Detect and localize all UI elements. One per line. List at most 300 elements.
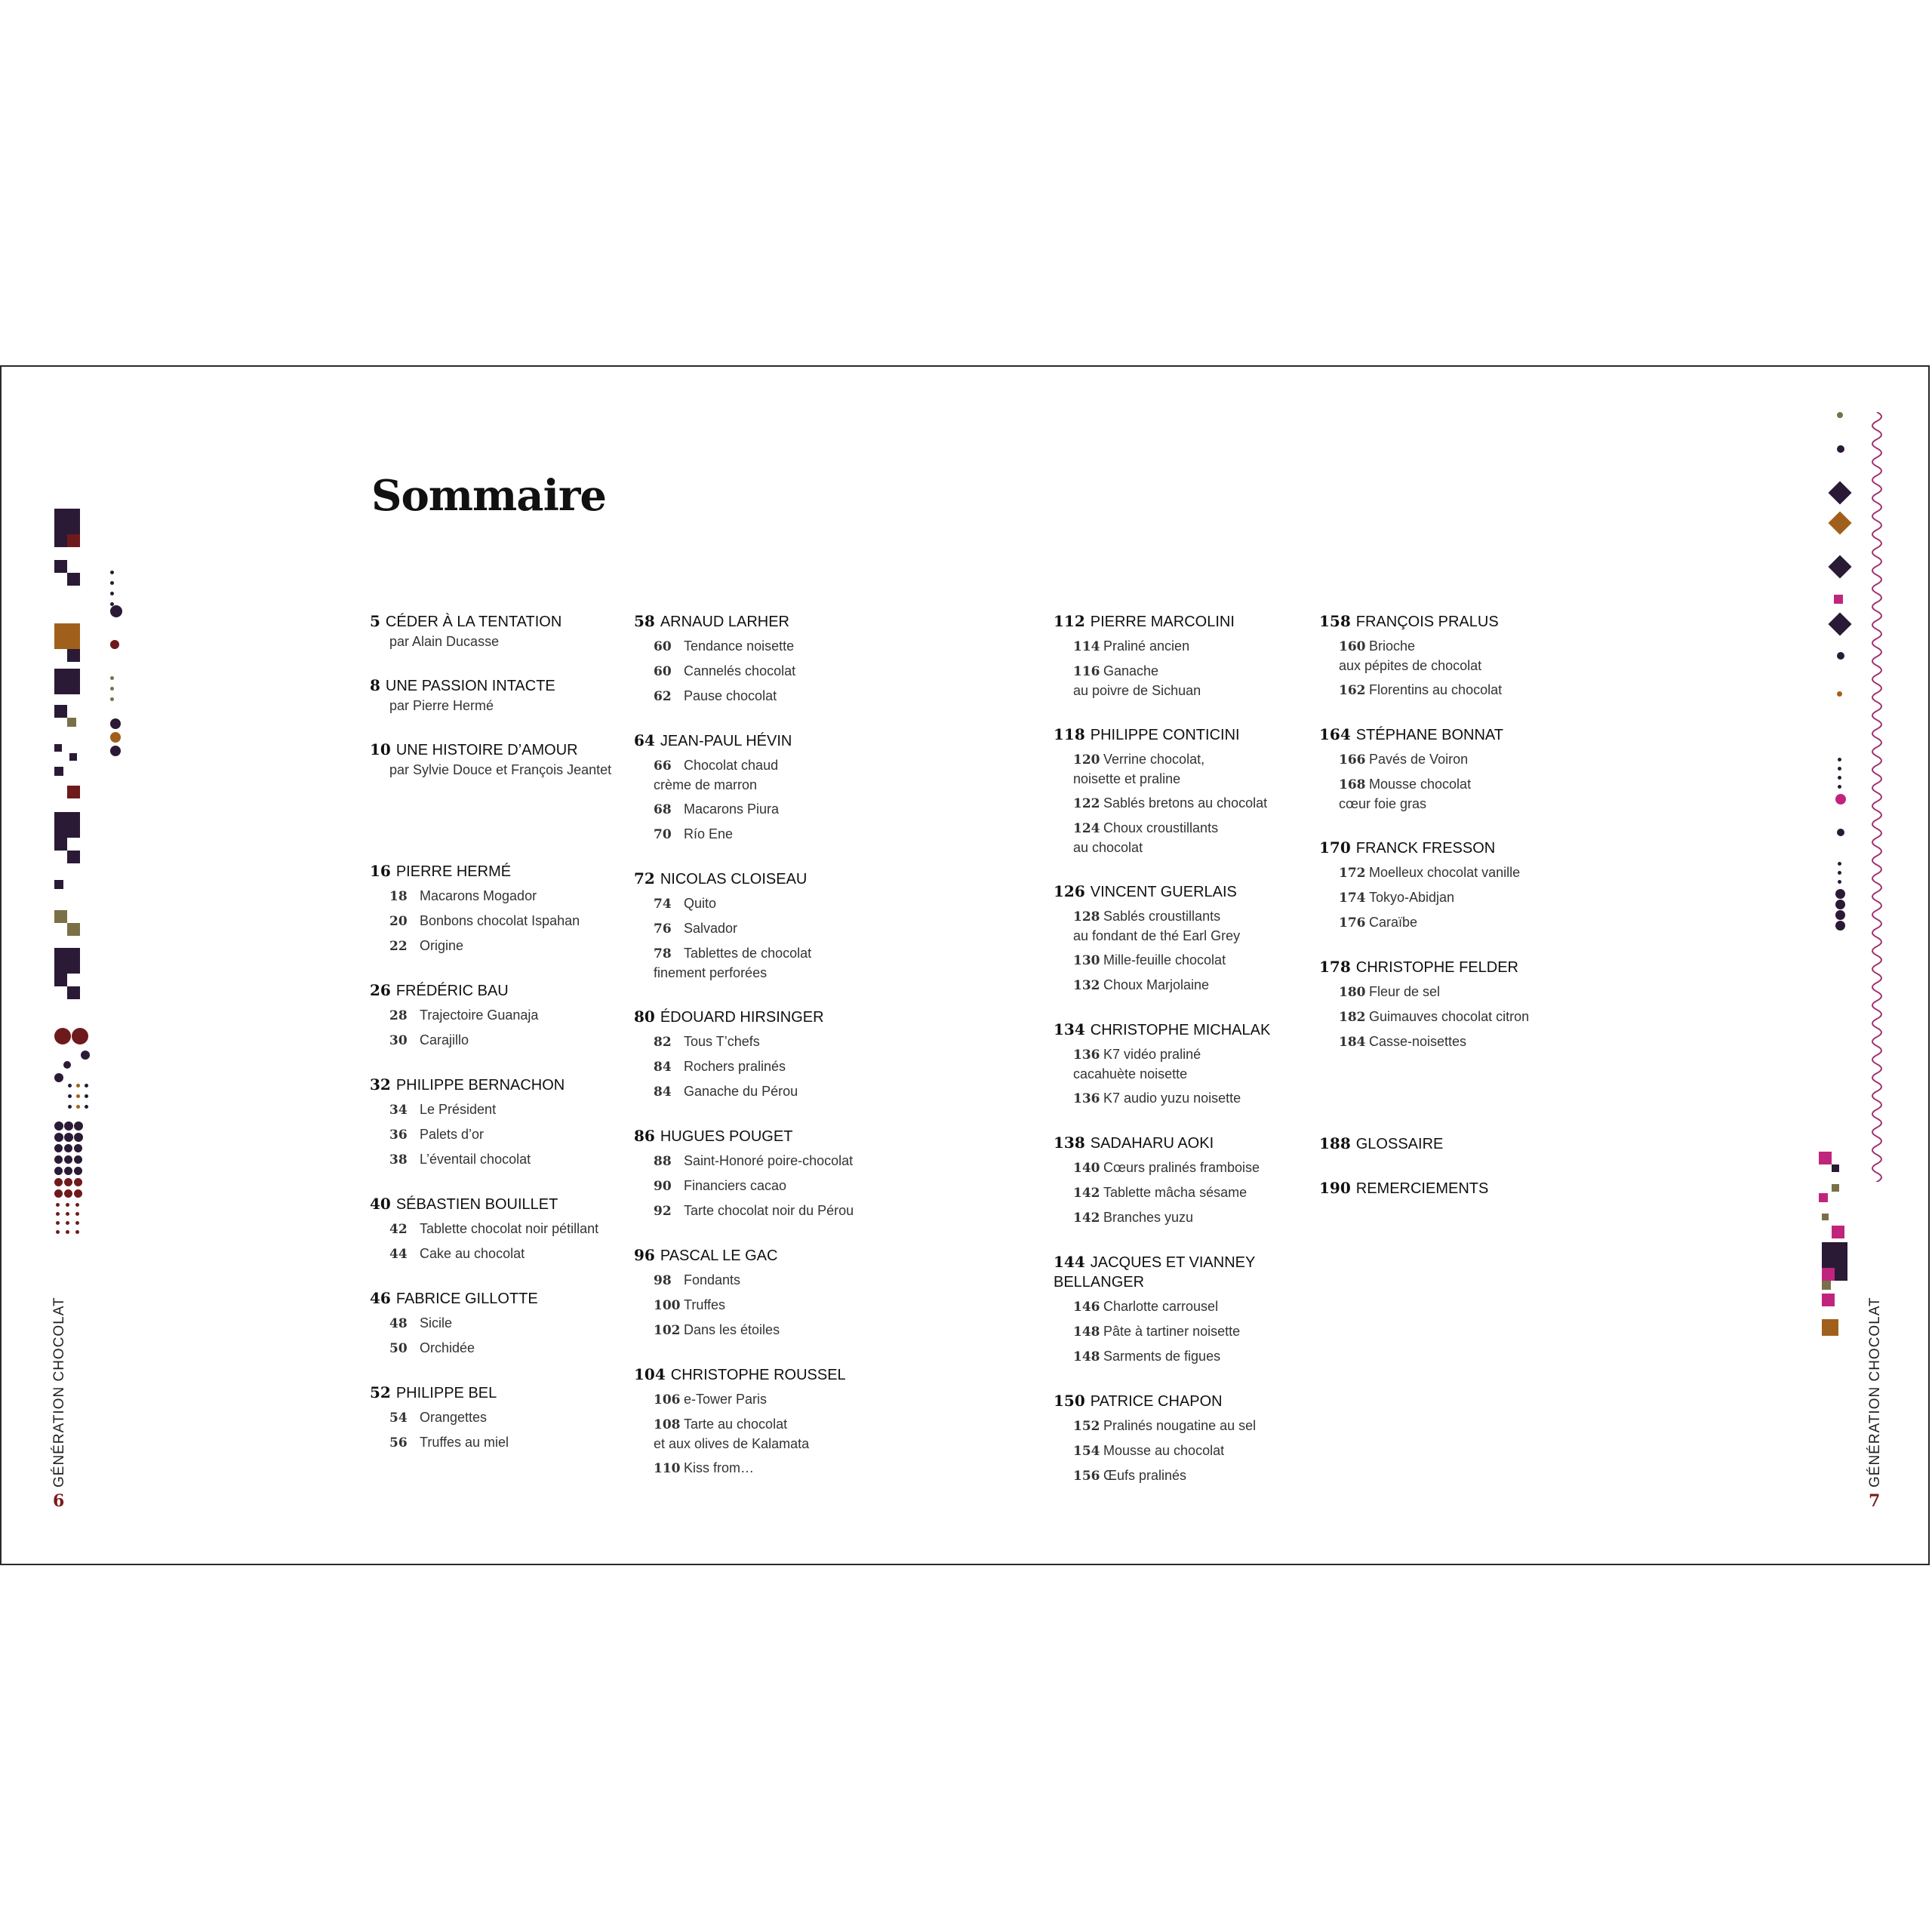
recipe-list [1319, 750, 1621, 814]
section-title: PIERRE HERMÉ [395, 863, 512, 880]
section-page-number: 96 [634, 1246, 655, 1264]
recipe-name: Tous T’chefs [684, 1034, 760, 1049]
decorative-square [1822, 1214, 1829, 1220]
decorative-dot [110, 592, 114, 595]
section-title: PHILIPPE BEL [395, 1385, 497, 1401]
recipe-item [1073, 662, 1310, 700]
recipe-page-number: 62 [654, 689, 672, 704]
decorative-dot [1838, 776, 1841, 780]
recipe-name: Pâte à tartiner noisette [1103, 1324, 1241, 1339]
recipe-list [1319, 637, 1621, 700]
section-title: CHRISTOPHE ROUSSEL [670, 1367, 846, 1383]
recipe-page-number: 78 [654, 946, 672, 961]
decorative-square [54, 812, 80, 838]
recipe-name: Casse-noisettes [1369, 1034, 1467, 1049]
decorative-dot [110, 687, 114, 691]
section-page-number: 164 [1319, 725, 1351, 743]
recipe-item [389, 1100, 626, 1120]
decorative-square [67, 923, 80, 936]
recipe-page-number: 106 [654, 1392, 681, 1407]
decorative-square [54, 705, 67, 718]
running-head-right: GÉNÉRATION CHOCOLAT [1867, 1297, 1883, 1487]
recipe-item [654, 1201, 891, 1221]
recipe-name: Sablés croustillants [1103, 909, 1221, 924]
decorative-dot [1838, 880, 1841, 884]
recipe-item [389, 1339, 626, 1358]
recipe-list [634, 637, 891, 706]
section-heading [634, 611, 891, 632]
recipe-item [389, 1220, 626, 1239]
recipe-item [654, 1082, 891, 1102]
decorative-dot [56, 1203, 60, 1207]
recipe-page-number: 154 [1073, 1444, 1100, 1459]
section-heading [634, 1126, 891, 1146]
section-heading [1319, 1178, 1621, 1198]
recipe-name: Cœurs pralinés framboise [1103, 1160, 1260, 1175]
toc-entry [634, 1126, 891, 1221]
decorative-square [69, 753, 77, 761]
recipe-item [1339, 1008, 1621, 1027]
decorative-dot [54, 1073, 63, 1082]
section-author: par Pierre Hermé [389, 698, 494, 713]
recipe-page-number: 132 [1073, 978, 1100, 993]
section-page-number: 58 [634, 612, 655, 630]
decorative-dot [64, 1133, 73, 1142]
toc-entry [634, 1245, 891, 1340]
recipe-item [389, 1408, 626, 1428]
decorative-square [1828, 612, 1851, 635]
recipe-page-number: 136 [1073, 1091, 1100, 1106]
recipe-item [1073, 1089, 1310, 1109]
recipe-page-number: 88 [654, 1154, 672, 1169]
section-title: FRANCK FRESSON [1355, 840, 1496, 857]
recipe-page-number: 152 [1073, 1419, 1100, 1434]
section-heading [1054, 1252, 1310, 1272]
section-title: HUGUES POUGET [660, 1128, 793, 1145]
recipe-page-number: 102 [654, 1323, 681, 1338]
section-page-number: 188 [1319, 1134, 1351, 1152]
decorative-dot [54, 1144, 63, 1152]
decorative-dot [54, 1121, 63, 1131]
decorative-dot [66, 1221, 69, 1225]
decorative-square [1819, 1152, 1832, 1164]
recipe-name: L’éventail chocolat [420, 1152, 531, 1167]
decorative-dot [1838, 758, 1841, 761]
recipe-page-number: 108 [654, 1417, 681, 1432]
decorative-dot [1835, 889, 1845, 899]
decorative-square [67, 718, 76, 727]
section-heading [634, 869, 891, 889]
decorative-square [54, 560, 67, 573]
recipe-list [370, 1220, 626, 1264]
toc-entry [1054, 1133, 1310, 1228]
recipe-page-number: 128 [1073, 909, 1100, 924]
page-number-left: 6 [53, 1491, 65, 1511]
recipe-list [634, 1032, 891, 1102]
recipe-item [1073, 750, 1310, 789]
toc-entry [1319, 1178, 1621, 1198]
decorative-dot [64, 1167, 72, 1175]
recipe-page-number: 54 [389, 1411, 408, 1426]
section-page-number: 72 [634, 869, 655, 888]
book-spread [0, 365, 1930, 1565]
recipe-page-number: 70 [654, 827, 672, 842]
recipe-item [1073, 1208, 1310, 1228]
section-page-number: 64 [634, 731, 655, 749]
section-title: PIERRE MARCOLINI [1090, 614, 1235, 630]
recipe-item [389, 937, 626, 956]
recipe-page-number: 148 [1073, 1349, 1100, 1364]
recipe-name: Orangettes [420, 1410, 488, 1425]
decorative-square [67, 534, 80, 547]
decorative-dot [74, 1155, 82, 1164]
recipe-page-number: 174 [1339, 891, 1366, 906]
recipe-page-number: 56 [389, 1435, 408, 1451]
recipe-item [1073, 1183, 1310, 1203]
recipe-name: Le Président [420, 1102, 497, 1117]
recipe-page-number: 76 [654, 921, 672, 937]
decorative-dot [110, 640, 119, 649]
recipe-page-number: 120 [1073, 752, 1100, 768]
recipe-item [1339, 1032, 1621, 1052]
decorative-dot [1835, 921, 1845, 931]
recipe-page-number: 60 [654, 639, 672, 654]
recipe-page-number: 142 [1073, 1186, 1100, 1201]
decorative-dot [1838, 871, 1841, 875]
decorative-dot [54, 1178, 63, 1186]
recipe-item [654, 1390, 891, 1410]
recipe-item [389, 1433, 626, 1453]
section-title: SÉBASTIEN BOUILLET [395, 1196, 558, 1213]
section-title: NICOLAS CLOISEAU [660, 871, 808, 888]
recipe-name: Palets d’or [420, 1127, 485, 1142]
recipe-item [654, 756, 891, 795]
decorative-dot [64, 1189, 72, 1198]
recipe-name-continued: aux pépites de chocolat [1339, 658, 1482, 673]
recipe-name: Sicile [420, 1315, 453, 1331]
decorative-wave-line [1866, 412, 1888, 1182]
recipe-list [370, 1006, 626, 1051]
toc-entry [1319, 1134, 1621, 1154]
decorative-square [1819, 1193, 1828, 1202]
decorative-square [1835, 1268, 1847, 1281]
recipe-item [654, 1032, 891, 1052]
decorative-dot [75, 1203, 79, 1207]
recipe-item [654, 800, 891, 820]
decorative-dot [1838, 785, 1841, 789]
recipe-list [370, 1100, 626, 1170]
toc-entry [1054, 1020, 1310, 1109]
decorative-dot [110, 732, 121, 743]
recipe-page-number: 100 [654, 1298, 681, 1313]
recipe-page-number: 18 [389, 889, 408, 904]
recipe-list [1054, 1297, 1310, 1367]
decorative-dot [110, 571, 114, 574]
decorative-dot [75, 1230, 79, 1234]
recipe-name-continued: et aux olives de Kalamata [654, 1436, 810, 1451]
recipe-item [1073, 1441, 1310, 1461]
toc-column-1 [370, 611, 626, 1477]
recipe-page-number: 92 [654, 1204, 672, 1219]
recipe-page-number: 142 [1073, 1211, 1100, 1226]
recipe-list [1054, 1417, 1310, 1486]
recipe-page-number: 44 [389, 1247, 408, 1262]
section-title: PHILIPPE CONTICINI [1090, 727, 1240, 743]
recipe-item [1073, 1322, 1310, 1342]
section-page-number: 32 [370, 1075, 391, 1094]
toc-entry [634, 611, 891, 706]
decorative-dot [1835, 900, 1845, 909]
recipe-page-number: 166 [1339, 752, 1366, 768]
section-title: VINCENT GUERLAIS [1090, 884, 1237, 900]
section-page-number: 10 [370, 740, 391, 758]
recipe-page-number: 98 [654, 1273, 672, 1288]
section-heading [370, 1383, 626, 1403]
decorative-dot [74, 1167, 82, 1175]
recipe-name: Œufs pralinés [1103, 1468, 1187, 1483]
recipe-item [1073, 1466, 1310, 1486]
recipe-name: Chocolat chaud [684, 758, 779, 773]
recipe-item [1073, 819, 1310, 857]
section-page-number: 104 [634, 1365, 666, 1383]
toc-entry [1054, 1391, 1310, 1486]
decorative-dot [1835, 910, 1845, 920]
recipe-name: Guimauves chocolat citron [1369, 1009, 1530, 1024]
recipe-page-number: 146 [1073, 1300, 1100, 1315]
section-heading [1054, 1391, 1310, 1411]
recipe-item [654, 919, 891, 939]
decorative-dot [1837, 652, 1844, 660]
decorative-dot [85, 1094, 88, 1098]
recipe-name: Tablettes de chocolat [684, 946, 812, 961]
decorative-dot [85, 1084, 88, 1088]
recipe-page-number: 168 [1339, 777, 1366, 792]
recipe-page-number: 182 [1339, 1010, 1366, 1025]
recipe-page-number: 124 [1073, 821, 1100, 836]
recipe-name: e-Tower Paris [684, 1392, 768, 1407]
section-page-number: 144 [1054, 1253, 1085, 1271]
recipe-name: Kiss from… [684, 1460, 755, 1475]
recipe-page-number: 48 [389, 1316, 408, 1331]
recipe-page-number: 110 [654, 1461, 681, 1476]
toc-entry [1319, 957, 1621, 1052]
recipe-list [1054, 907, 1310, 995]
decorative-square [1822, 1319, 1838, 1336]
decorative-dot [64, 1178, 72, 1186]
section-title: GLOSSAIRE [1355, 1136, 1444, 1152]
recipe-list [1054, 1045, 1310, 1109]
section-heading [1054, 1133, 1310, 1153]
decorative-square [1832, 1226, 1844, 1238]
recipe-page-number: 20 [389, 914, 408, 929]
section-page-number: 150 [1054, 1392, 1085, 1410]
decorative-dot [110, 676, 114, 680]
section-heading [370, 611, 626, 632]
decorative-dot [76, 1094, 80, 1098]
section-title: CÉDER À LA TENTATION [385, 614, 562, 630]
recipe-page-number: 84 [654, 1084, 672, 1100]
toc-entry [370, 740, 626, 780]
recipe-name: Pralinés nougatine au sel [1103, 1418, 1257, 1433]
decorative-square [54, 509, 80, 534]
decorative-square [1822, 1268, 1835, 1281]
decorative-square [54, 767, 63, 776]
recipe-item [1339, 681, 1621, 700]
recipe-page-number: 42 [389, 1222, 408, 1237]
recipe-list [1054, 637, 1310, 700]
recipe-item [389, 912, 626, 931]
section-heading [634, 1007, 891, 1027]
recipe-name-continued: noisette et praline [1073, 771, 1181, 786]
decorative-square [1822, 1294, 1835, 1306]
recipe-name: Florentins au chocolat [1369, 682, 1503, 697]
recipe-name: Bonbons chocolat Ispahan [420, 913, 580, 928]
recipe-page-number: 114 [1073, 639, 1100, 654]
decorative-square [67, 649, 80, 662]
recipe-page-number: 172 [1339, 866, 1366, 881]
section-title: CHRISTOPHE MICHALAK [1090, 1022, 1271, 1038]
section-author: par Sylvie Douce et François Jeantet [389, 762, 612, 777]
section-page-number: 134 [1054, 1020, 1085, 1038]
section-heading [370, 1075, 626, 1095]
recipe-page-number: 74 [654, 897, 672, 912]
decorative-dot [68, 1094, 72, 1098]
section-page-number: 190 [1319, 1179, 1351, 1197]
recipe-list [634, 756, 891, 844]
recipe-name: Tarte chocolat noir du Pérou [684, 1203, 854, 1218]
recipe-item [654, 687, 891, 706]
decorative-square [1834, 595, 1843, 604]
recipe-name: Macarons Mogador [420, 888, 537, 903]
section-heading [1319, 838, 1621, 858]
recipe-name: Fondants [684, 1272, 741, 1287]
decorative-dot [64, 1121, 73, 1131]
decorative-dot [74, 1144, 82, 1152]
section-heading [1054, 881, 1310, 902]
toc-entry [1054, 724, 1310, 857]
recipe-name: Dans les étoiles [684, 1322, 780, 1337]
recipe-item [389, 1314, 626, 1334]
section-title: PATRICE CHAPON [1090, 1393, 1223, 1410]
recipe-name: Saint-Honoré poire-chocolat [684, 1153, 854, 1168]
section-page-number: 158 [1319, 612, 1351, 630]
recipe-item [389, 1244, 626, 1264]
section-page-number: 138 [1054, 1134, 1085, 1152]
decorative-dot [56, 1212, 60, 1216]
recipe-name: Financiers cacao [684, 1178, 787, 1193]
recipe-page-number: 136 [1073, 1048, 1100, 1063]
section-title: PHILIPPE BERNACHON [395, 1077, 565, 1094]
recipe-item [654, 1152, 891, 1171]
recipe-item [654, 1271, 891, 1291]
recipe-name-continued: crème de marron [654, 777, 758, 792]
toc-entry [370, 1194, 626, 1264]
section-title: ÉDOUARD HIRSINGER [660, 1009, 824, 1026]
decorative-dot [110, 718, 121, 729]
recipe-page-number: 184 [1339, 1035, 1366, 1050]
decorative-dot [64, 1144, 72, 1152]
recipe-page-number: 36 [389, 1128, 408, 1143]
section-heading [370, 740, 626, 760]
decorative-dot [54, 1028, 71, 1044]
recipe-name: Choux Marjolaine [1103, 977, 1210, 992]
recipe-item [654, 1177, 891, 1196]
recipe-name: Pavés de Voiron [1369, 752, 1469, 767]
section-page-number: 126 [1054, 882, 1085, 900]
recipe-item [1339, 888, 1621, 908]
section-page-number: 80 [634, 1008, 655, 1026]
section-heading [370, 980, 626, 1001]
decorative-dot [1838, 767, 1841, 771]
section-title: JACQUES ET VIANNEY [1090, 1254, 1256, 1271]
recipe-name: Salvador [684, 921, 738, 936]
toc-entry [370, 611, 626, 651]
recipe-name: Tokyo-Abidjan [1369, 890, 1455, 905]
recipe-name: Tablette chocolat noir pétillant [420, 1221, 599, 1236]
recipe-name-continued: cacahuète noisette [1073, 1066, 1188, 1081]
recipe-item [654, 637, 891, 657]
recipe-name: K7 audio yuzu noisette [1103, 1091, 1241, 1106]
recipe-name: Sarments de figues [1103, 1349, 1221, 1364]
recipe-item [1073, 1297, 1310, 1317]
section-heading [1319, 957, 1621, 977]
section-title: REMERCIEMENTS [1355, 1180, 1489, 1197]
decorative-dot [75, 1221, 79, 1225]
recipe-name: Orchidée [420, 1340, 475, 1355]
recipe-name: Carajillo [420, 1032, 469, 1048]
recipe-name: Tendance noisette [684, 638, 795, 654]
recipe-page-number: 60 [654, 664, 672, 679]
recipe-item [1073, 1158, 1310, 1178]
recipe-name-continued: cœur foie gras [1339, 796, 1427, 811]
recipe-name: Origine [420, 938, 464, 953]
recipe-page-number: 82 [654, 1035, 672, 1050]
section-page-number: 46 [370, 1289, 391, 1307]
section-page-number: 118 [1054, 725, 1085, 743]
recipe-item [1073, 794, 1310, 814]
running-head-left: GÉNÉRATION CHOCOLAT [51, 1297, 67, 1487]
recipe-item [389, 1006, 626, 1026]
section-title: SADAHARU AOKI [1090, 1135, 1214, 1152]
recipe-name: Branches yuzu [1103, 1210, 1194, 1225]
decorative-dot [54, 1133, 63, 1142]
decorative-square [67, 851, 80, 863]
recipe-list [370, 1314, 626, 1358]
recipe-list [634, 1271, 891, 1340]
section-title: CHRISTOPHE FELDER [1355, 959, 1518, 976]
decorative-dot [75, 1212, 79, 1216]
decorative-dot [74, 1133, 83, 1142]
section-page-number: 170 [1319, 838, 1351, 857]
toc-entry [634, 1364, 891, 1478]
recipe-name-continued: au chocolat [1073, 840, 1143, 855]
recipe-name: Tablette mâcha sésame [1103, 1185, 1247, 1200]
toc-entry [370, 1288, 626, 1358]
toc-column-4 [1319, 611, 1621, 1223]
recipe-name: Mille-feuille chocolat [1103, 952, 1226, 968]
recipe-page-number: 156 [1073, 1469, 1100, 1484]
recipe-item [654, 1459, 891, 1478]
decorative-square [1832, 1184, 1839, 1192]
section-heading [634, 1364, 891, 1385]
recipe-page-number: 122 [1073, 796, 1100, 811]
toc-entry [370, 980, 626, 1051]
section-heading [634, 1245, 891, 1266]
toc-column-2 [634, 611, 891, 1503]
decorative-dot [74, 1178, 82, 1186]
recipe-page-number: 66 [654, 758, 672, 774]
recipe-name: Caraïbe [1369, 915, 1418, 930]
